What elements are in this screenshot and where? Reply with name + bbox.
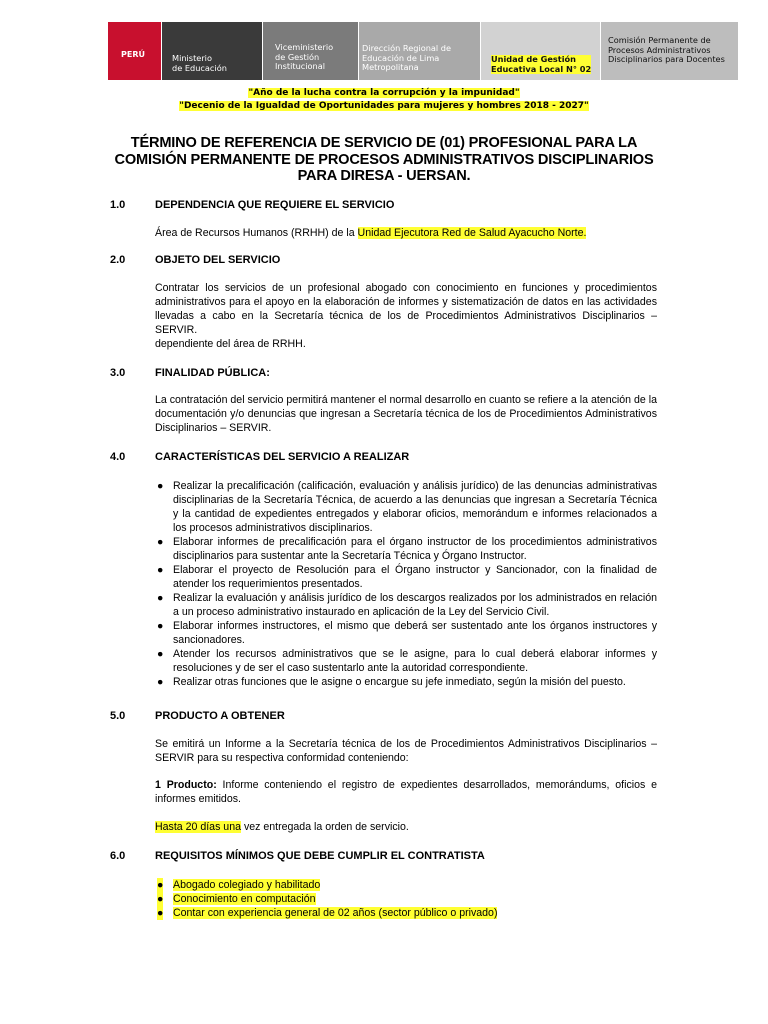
bullet-icon: ● xyxy=(157,893,164,905)
section-2-text-2: dependiente del área de RRHH. xyxy=(155,338,306,350)
list-item xyxy=(155,892,657,906)
list-item xyxy=(155,563,657,591)
section-5-deadline xyxy=(155,820,657,834)
direccion-block xyxy=(358,22,480,80)
slogan-line-2 xyxy=(0,101,768,111)
list-item xyxy=(155,591,657,619)
product-label: 1 Producto: xyxy=(155,779,217,791)
list-item-text: Contar con experiencia general de 02 años (sector público o privado) xyxy=(173,907,498,919)
section-5-number: 5.0 xyxy=(110,710,126,722)
list-item xyxy=(155,906,657,920)
bullet-icon: ● xyxy=(157,648,164,660)
ministerio-label: Ministerio de Educación xyxy=(172,53,227,73)
list-item xyxy=(155,647,657,675)
section-1-text xyxy=(155,226,657,240)
bullet-icon: ● xyxy=(157,907,164,919)
section-5-title: PRODUCTO A OBTENER xyxy=(155,710,285,722)
peru-label: PERÚ xyxy=(121,50,145,59)
section-5-product xyxy=(155,778,657,806)
list-item-text: Elaborar el proyecto de Resolución para el Órgano instructor y Sancionador, con la finalidad de atender los requerimientos presentados. xyxy=(173,564,657,590)
bullet-icon: ● xyxy=(157,536,164,548)
list-item-text: Realizar otras funciones que le asigne o encargue su jefe inmediato, según la misión del puesto. xyxy=(173,676,626,688)
section-5-text: Se emitirá un Informe a la Secretaría técnica de los de Procedimientos Administrativos Disciplinarios – SERVIR para su respectiva conformidad conteniendo: xyxy=(155,738,657,764)
slogan-2-text: "Decenio de la Igualdad de Oportunidades para mujeres y hombres 2018 - 2027" xyxy=(179,101,589,111)
comision-label: Comisión Permanente de Procesos Administrativos Disciplinarios para Docentes xyxy=(608,35,725,64)
ministerio-block xyxy=(161,22,262,80)
section-6-title: REQUISITOS MÍNIMOS QUE DEBE CUMPLIR EL CONTRATISTA xyxy=(155,850,485,862)
unidad-block xyxy=(480,22,600,80)
list-item-text: Elaborar informes instructores, el mismo que deberá ser sustentado ante los órganos instructores y sancionadores. xyxy=(173,620,657,646)
list-item xyxy=(155,535,657,563)
slogan-line-1 xyxy=(0,88,768,98)
peru-logo-block xyxy=(108,22,161,80)
section-1-text-pre: Área de Recursos Humanos (RRHH) de la xyxy=(155,227,358,239)
bullet-icon: ● xyxy=(157,564,164,576)
list-item-text: Realizar la precalificación (calificación, evaluación y análisis jurídico) de las denuncias administrativas disciplinarias de la Secretaría Técnica, de acuerdo a las denuncias que ingresan a Secretaría Técnica y la cantidad de expedientes entregados y elaborar oficios, memorándum e informes relacionados a los procesos administrativos disciplinarios. xyxy=(173,480,657,534)
bullet-icon: ● xyxy=(157,480,164,492)
section-4-number: 4.0 xyxy=(110,451,126,463)
section-2-text: Contratar los servicios de un profesional abogado con conocimiento en funciones y procedimientos administrativos para el apoyo en la elaboración de informes y sistematización de datos en las actividades llevadas a cabo en la Secretaría técnica de los de Procedimientos Administrativos Disciplinarios – SERVIR. xyxy=(155,282,657,336)
list-item xyxy=(155,675,657,689)
list-item-text: Abogado colegiado y habilitado xyxy=(173,879,321,891)
comision-block xyxy=(600,22,738,80)
list-item xyxy=(155,619,657,647)
bullet-icon: ● xyxy=(157,592,164,604)
section-3-text: La contratación del servicio permitirá mantener el normal desarrollo en cuanto se refiere a la atención de la documentación y/o denuncias que ingresan a Secretaría técnica de los de Procedimientos Administrativos Disciplinarios – SERVIR. xyxy=(155,394,657,434)
section-1-title: DEPENDENCIA QUE REQUIERE EL SERVICIO xyxy=(155,199,395,211)
viceministerio-label: Viceministerio de Gestión Institucional xyxy=(275,42,334,71)
section-4-list xyxy=(155,479,657,689)
section-6-list xyxy=(155,878,657,920)
section-4-title: CARACTERÍSTICAS DEL SERVICIO A REALIZAR xyxy=(155,451,410,463)
list-item xyxy=(155,479,657,535)
list-item-text: Conocimiento en computación xyxy=(173,893,316,905)
section-6-number: 6.0 xyxy=(110,850,126,862)
viceministerio-block xyxy=(262,22,358,80)
slogan-1-text: "Año de la lucha contra la corrupción y la impunidad" xyxy=(248,88,520,98)
list-item-text: Realizar la evaluación y análisis jurídico de los descargos realizados por los administrados en relación a un proceso administrativo instaurado en aplicación de la Ley del Servicio Civil. xyxy=(173,592,657,618)
direccion-label: Dirección Regional de Educación de Lima Metropolitana xyxy=(362,43,452,72)
bullet-icon: ● xyxy=(157,676,164,688)
section-3-title: FINALIDAD PÚBLICA: xyxy=(155,367,270,379)
header-banner xyxy=(108,22,738,80)
section-2-title: OBJETO DEL SERVICIO xyxy=(155,254,281,266)
list-item-text: Elaborar informes de precalificación para el órgano instructor de los procedimientos administrativos disciplinarios para sustentar ante la Secretaría Técnica y Órgano Instructor. xyxy=(173,536,657,562)
list-item xyxy=(155,878,657,892)
deadline-text: vez entregada la orden de servicio. xyxy=(241,821,409,833)
bullet-icon: ● xyxy=(157,879,164,891)
deadline-highlight: Hasta 20 días una xyxy=(155,821,241,833)
product-text: Informe conteniendo el registro de expedientes desarrollados, memorándums, oficios e informes emitidos. xyxy=(155,779,657,805)
section-2-number: 2.0 xyxy=(110,254,126,266)
section-1-text-highlight: Unidad Ejecutora Red de Salud Ayacucho Norte. xyxy=(357,227,587,239)
bullet-icon: ● xyxy=(157,620,164,632)
unidad-label: Unidad de Gestión Educativa Local N° 02 xyxy=(491,54,592,74)
section-3-number: 3.0 xyxy=(110,367,126,379)
document-title: TÉRMINO DE REFERENCIA DE SERVICIO DE (01) PROFESIONAL PARA LA COMISIÓN PERMANENTE DE PROCESOS ADMINISTRATIVOS DISCIPLINARIOS PARA DIRESA - UERSAN. xyxy=(114,135,654,184)
list-item-text: Atender los recursos administrativos que se le asigne, para lo cual deberá elaborar informes y resoluciones y de ser el caso sustentarlo ante la autoridad correspondiente. xyxy=(173,648,657,674)
section-1-number: 1.0 xyxy=(110,199,126,211)
